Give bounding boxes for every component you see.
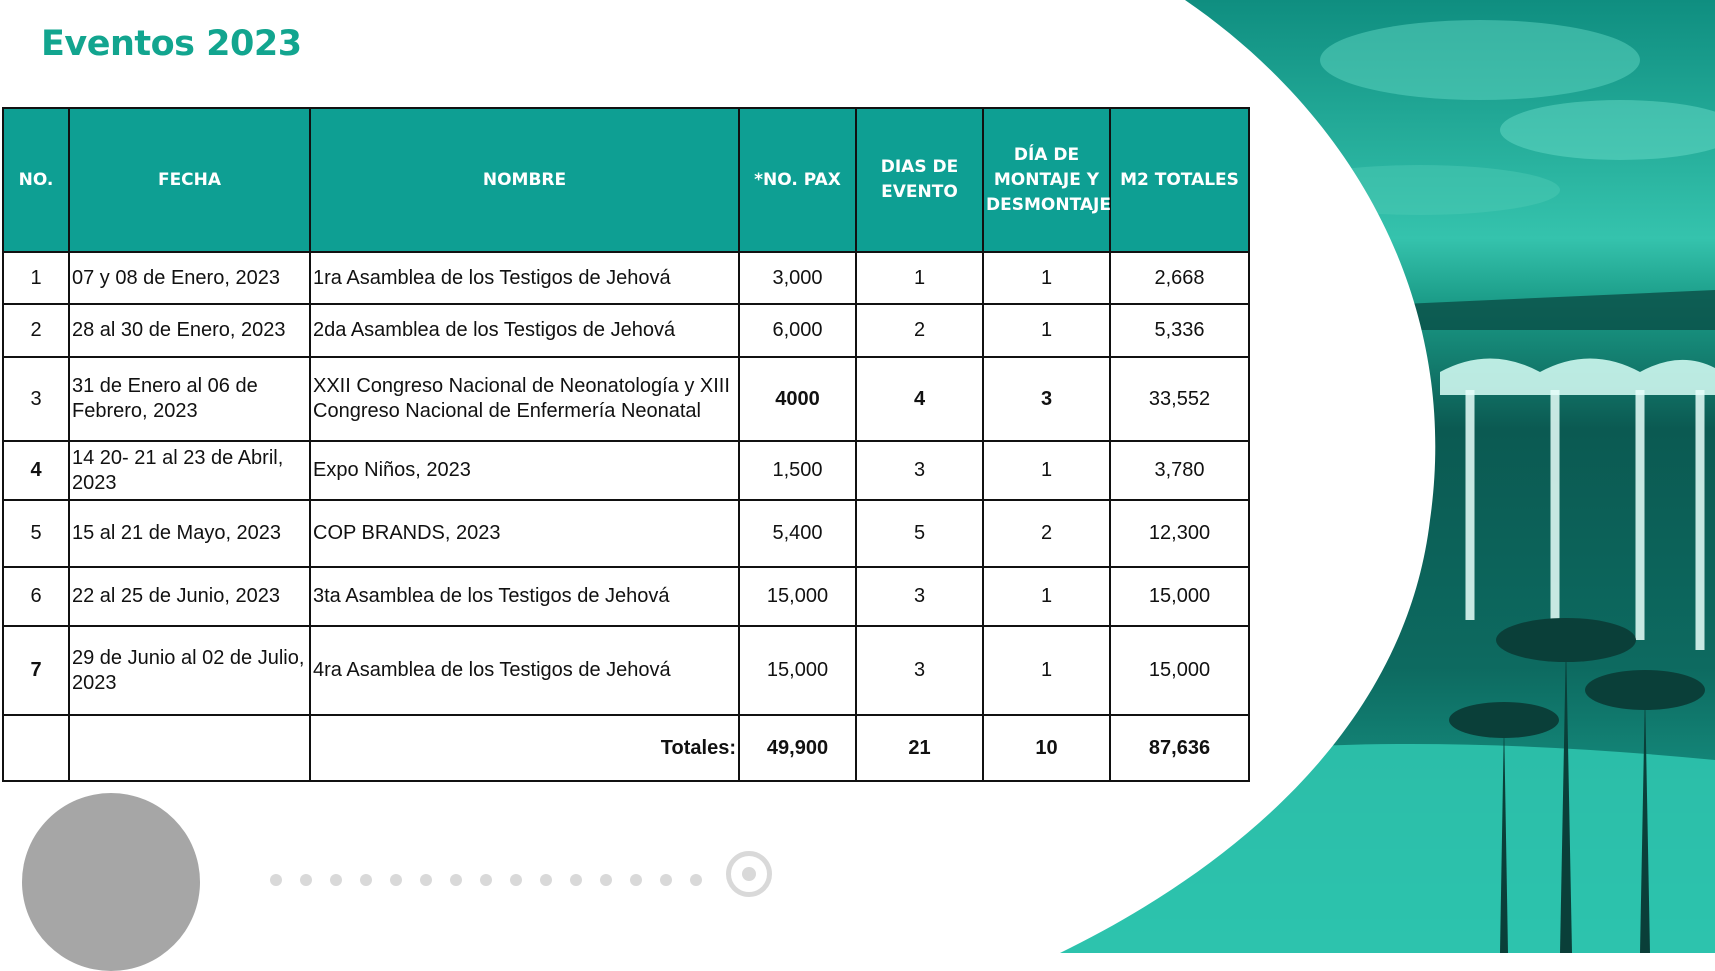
pager-dot	[510, 874, 522, 886]
header-montaje-line1: DÍA DE	[1013, 144, 1080, 165]
cell-no: 2	[3, 304, 69, 357]
header-dias-line1: DIAS DE	[880, 157, 959, 177]
pager-dots	[270, 868, 720, 892]
cell-m2: 15,000	[1110, 567, 1249, 626]
totals-montaje: 10	[983, 715, 1110, 781]
cell-m2: 2,668	[1110, 252, 1249, 304]
cell-no: 3	[3, 357, 69, 441]
cell-pax: 4000	[739, 357, 856, 441]
pager-dot	[540, 874, 552, 886]
events-table	[2, 107, 1250, 782]
header-dias-evento	[856, 108, 983, 252]
totals-m2: 87,636	[1110, 715, 1249, 781]
cell-no: 5	[3, 500, 69, 567]
cell-pax: 1,500	[739, 441, 856, 500]
pager-active-dot	[742, 867, 756, 881]
header-row	[3, 108, 1249, 252]
header-montaje	[983, 108, 1110, 252]
cell-m2: 15,000	[1110, 626, 1249, 715]
pager-dot	[570, 874, 582, 886]
header-pax: *NO. PAX	[739, 108, 856, 252]
totals-label: Totales:	[310, 715, 739, 781]
table-row	[3, 500, 1249, 567]
cell-nombre: 3ta Asamblea de los Testigos de Jehová	[310, 567, 739, 626]
cell-dias: 1	[856, 252, 983, 304]
cell-pax: 3,000	[739, 252, 856, 304]
cell-montaje: 1	[983, 441, 1110, 500]
cell-fecha: 28 al 30 de Enero, 2023	[69, 304, 310, 357]
cell-nombre: 2da Asamblea de los Testigos de Jehová	[310, 304, 739, 357]
cell-m2: 5,336	[1110, 304, 1249, 357]
cell-pax: 15,000	[739, 626, 856, 715]
cell-m2: 3,780	[1110, 441, 1249, 500]
header-m2: M2 TOTALES	[1110, 108, 1249, 252]
cell-nombre: Expo Niños, 2023	[310, 441, 739, 500]
cell-nombre: 1ra Asamblea de los Testigos de Jehová	[310, 252, 739, 304]
cell-no: 6	[3, 567, 69, 626]
cell-fecha: 31 de Enero al 06 de Febrero, 2023	[69, 357, 310, 441]
cell-empty	[3, 715, 69, 781]
cell-fecha: 22 al 25 de Junio, 2023	[69, 567, 310, 626]
header-montaje-line3: DESMONTAJE	[986, 194, 1111, 215]
cell-nombre: 4ra Asamblea de los Testigos de Jehová	[310, 626, 739, 715]
pager-dot	[330, 874, 342, 886]
pager-dot	[300, 874, 312, 886]
table-row	[3, 304, 1249, 357]
cell-m2: 12,300	[1110, 500, 1249, 567]
decorative-circle	[22, 793, 200, 971]
cell-pax: 15,000	[739, 567, 856, 626]
cell-montaje: 1	[983, 626, 1110, 715]
cell-dias: 3	[856, 626, 983, 715]
pager-dot	[360, 874, 372, 886]
table-row	[3, 626, 1249, 715]
cell-dias: 3	[856, 441, 983, 500]
cell-no: 1	[3, 252, 69, 304]
cell-pax: 6,000	[739, 304, 856, 357]
cell-no: 4	[3, 441, 69, 500]
header-montaje-line2: MONTAJE Y	[993, 169, 1100, 190]
header-fecha: FECHA	[69, 108, 310, 252]
totals-dias: 21	[856, 715, 983, 781]
header-dias-line2: EVENTO	[881, 182, 958, 202]
pager-dot	[660, 874, 672, 886]
cell-dias: 3	[856, 567, 983, 626]
cell-fecha: 07 y 08 de Enero, 2023	[69, 252, 310, 304]
cell-fecha: 14 20- 21 al 23 de Abril, 2023	[69, 441, 310, 500]
pager-dot	[390, 874, 402, 886]
cell-no: 7	[3, 626, 69, 715]
cell-dias: 2	[856, 304, 983, 357]
cell-fecha: 15 al 21 de Mayo, 2023	[69, 500, 310, 567]
cell-montaje: 3	[983, 357, 1110, 441]
pager-dot	[480, 874, 492, 886]
totals-pax: 49,900	[739, 715, 856, 781]
cell-dias: 4	[856, 357, 983, 441]
pager-dot	[630, 874, 642, 886]
table-row	[3, 567, 1249, 626]
header-no: NO.	[3, 108, 69, 252]
cell-m2: 33,552	[1110, 357, 1249, 441]
cell-nombre: XXII Congreso Nacional de Neonatología y XIII Congreso Nacional de Enfermería Neonatal	[310, 357, 739, 441]
pager-dot	[600, 874, 612, 886]
pager-dot	[270, 874, 282, 886]
header-nombre: NOMBRE	[310, 108, 739, 252]
table-row	[3, 252, 1249, 304]
table-row	[3, 441, 1249, 500]
cell-nombre: COP BRANDS, 2023	[310, 500, 739, 567]
cell-empty	[69, 715, 310, 781]
cell-pax: 5,400	[739, 500, 856, 567]
pager-active-indicator	[726, 851, 772, 897]
cell-fecha: 29 de Junio al 02 de Julio, 2023	[69, 626, 310, 715]
cell-dias: 5	[856, 500, 983, 567]
table-row	[3, 357, 1249, 441]
pager-dot	[420, 874, 432, 886]
cell-montaje: 2	[983, 500, 1110, 567]
pager-dot	[690, 874, 702, 886]
pager-dot	[450, 874, 462, 886]
cell-montaje: 1	[983, 252, 1110, 304]
totals-row	[3, 715, 1249, 781]
cell-montaje: 1	[983, 567, 1110, 626]
cell-montaje: 1	[983, 304, 1110, 357]
slide-title: Eventos 2023	[41, 24, 302, 64]
